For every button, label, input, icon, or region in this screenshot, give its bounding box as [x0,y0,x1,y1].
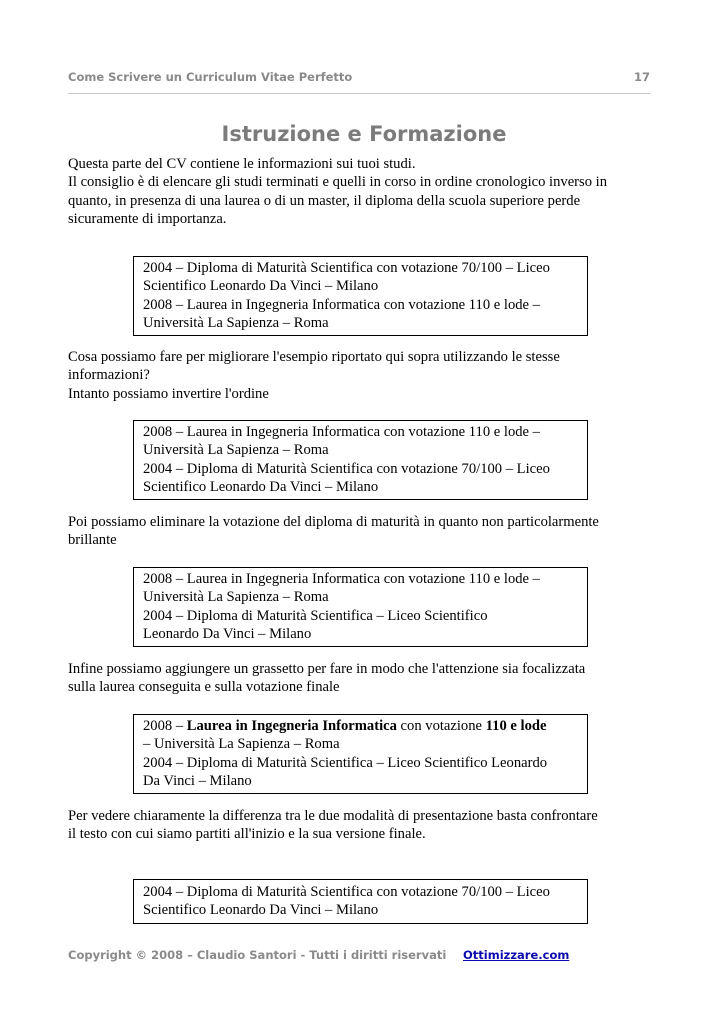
text-line: informazioni? [68,367,150,384]
copyright-text: Copyright © 2008 – Claudio Santori - Tutti i diritti riservati [68,948,447,962]
box-line: 2008 – Laurea in Ingegneria Informatica con votazione 110 e lode – [143,424,540,440]
box-line: 2004 – Diploma di Maturità Scientifica con votazione 70/100 – Liceo [143,260,550,276]
box-line: Scientifico Leonardo Da Vinci – Milano [143,478,379,495]
text-line: quanto, in presenza di una laurea o di un master, il diploma della scuola superiore perde [68,192,581,209]
website-link[interactable]: Ottimizzare.com [463,948,570,962]
text-line: brillante [68,532,117,549]
box-line: Scientifico Leonardo Da Vinci – Milano [143,278,379,295]
intro-paragraph [68,155,668,228]
grade-bold: 110 e lode [485,718,547,734]
example-box-no-grade [133,567,588,647]
text-line: Poi possiamo eliminare la votazione del diploma di maturità in quanto non particolarmente [68,514,599,530]
box-line: 2004 – Diploma di Maturità Scientifica con votazione 70/100 – Liceo [143,460,550,477]
compare-paragraph [68,807,668,844]
text-line: Questa parte del CV contiene le informazioni sui tuoi studi. [68,156,416,172]
box-line: 2004 – Diploma di Maturità Scientifica – Liceo Scientifico Leonardo [143,754,548,771]
year-text: 2008 – [143,718,187,734]
text-line: sulla laurea conseguita e sulla votazione finale [68,679,340,696]
text-line: sicuramente di importanza. [68,210,227,227]
example-box-reversed [133,420,588,500]
page-footer [68,948,668,964]
bold-paragraph [68,660,668,697]
box-line: 2004 – Diploma di Maturità Scientifica – Liceo Scientifico [143,607,488,624]
example-box-original [133,256,588,336]
mid-text: con votazione [396,718,486,734]
text-line: il testo con cui siamo partiti all'inizio e la sua versione finale. [68,826,426,843]
example-box-bolded [133,714,588,794]
box-line: Scientifico Leonardo Da Vinci – Milano [143,902,379,919]
text-line: Il consiglio è di elencare gli studi terminati e quelli in corso in ordine cronologico inverso in [68,174,608,191]
box-line: Università La Sapienza – Roma [143,442,329,459]
box-line: – Università La Sapienza – Roma [143,736,340,753]
box-line: 2008 – Laurea in Ingegneria Informatica con votazione 110 e lode – [143,296,540,313]
running-header [68,70,650,86]
box-line: Università La Sapienza – Roma [143,589,329,606]
text-line: Cosa possiamo fare per migliorare l'esempio riportato qui sopra utilizzando le stesse [68,349,560,365]
section-heading: Istruzione e Formazione [221,122,507,146]
box-line: Da Vinci – Milano [143,772,252,789]
remove-grade-paragraph [68,513,668,550]
improve-paragraph [68,348,668,403]
box-line: Leonardo Da Vinci – Milano [143,625,312,642]
degree-bold: Laurea in Ingegneria Informatica [186,718,397,734]
header-title: Come Scrivere un Curriculum Vitae Perfetto [68,70,353,84]
page-number: 17 [633,70,650,84]
text-line: Intanto possiamo invertire l'ordine [68,385,269,402]
box-line: 2008 – Laurea in Ingegneria Informatica con votazione 110 e lode – [143,571,540,587]
text-line: Per vedere chiaramente la differenza tra le due modalità di presentazione basta confrontare [68,808,598,824]
example-box-start [133,879,588,924]
box-line: Università La Sapienza – Roma [143,314,329,331]
text-line: Infine possiamo aggiungere un grassetto per fare in modo che l'attenzione sia focalizzata [68,661,586,677]
header-divider [68,93,650,94]
box-line: 2004 – Diploma di Maturità Scientifica con votazione 70/100 – Liceo [143,884,550,900]
box-line [143,717,587,735]
